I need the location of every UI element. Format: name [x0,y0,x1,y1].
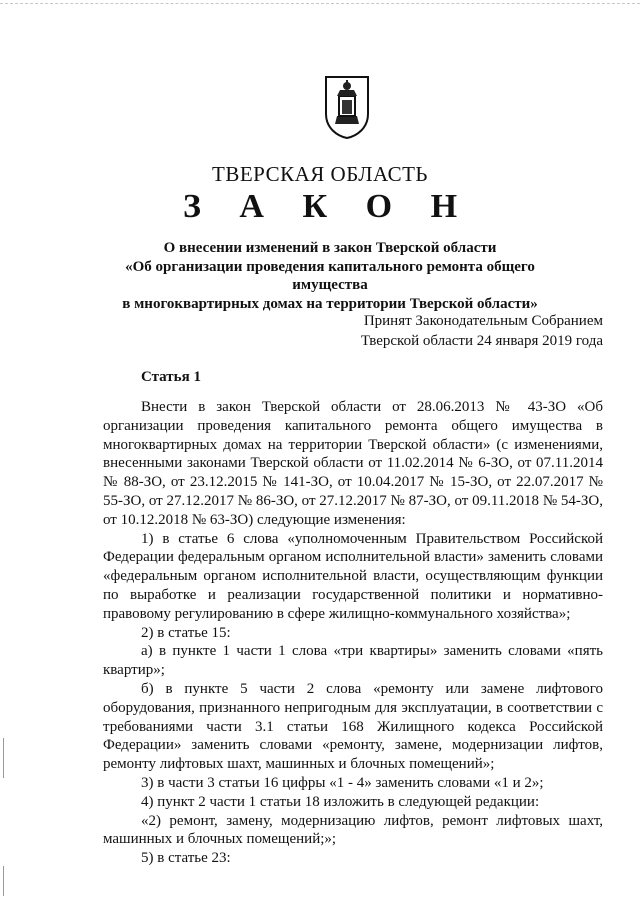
scan-margin-mark [3,738,4,778]
paragraph: 2) в статье 15: [141,624,231,641]
paragraph: 3) в части 3 статьи 16 цифры «1 - 4» заменить словами «1 и 2»; [141,774,544,791]
law-title [90,239,570,313]
paragraph: 1) в статье 6 слова «уполномоченным Правительством Российской Федерации федеральным органом исполнительной власти» заменить словами «федеральным органом исполнительной власти, осуществляющим функции по выработке и реализации государственной политики и нормативно-правовому регулированию в сфере жилищно-коммунального хозяйства»; [103,530,603,622]
paragraph: «2) ремонт, замену, модернизацию лифтов, ремонт лифтовых шахт, машинных и блочных помещений;»; [103,812,603,848]
scan-margin-mark [3,866,4,896]
law-title-line: «Об организации проведения капитального ремонта общего имущества [125,258,535,293]
adoption-note-line: Тверской области 24 января 2019 года [360,333,603,349]
article-heading: Статья 1 [141,369,201,385]
paragraph: 4) пункт 2 части 1 статьи 18 изложить в следующей редакции: [141,793,540,810]
adoption-note-line: Принят Законодательным Собранием [363,313,603,329]
document-type-heading: З А К О Н [182,188,473,225]
paragraph: б) в пункте 5 части 2 слова «ремонту или замене лифтового оборудования, признанного непригодным для эксплуатации, в соответствии с требованиями части 3.1 статьи 168 Жилищного кодекса Российской Федерации» заменить словами «ремонту, замене, модернизации лифтов, ремонту лифтовых шахт, машинных и блочных помещений»; [103,680,603,773]
law-title-line: О внесении изменений в закон Тверской области [163,240,497,256]
region-name: ТВЕРСКАЯ ОБЛАСТЬ [212,162,428,186]
adoption-note [361,311,603,351]
scan-top-border [0,3,640,4]
law-title-line: в многоквартирных домах на территории Тверской области» [122,295,538,312]
paragraph: Внести в закон Тверской области от 28.06.2013 № 43-ЗО «Об организации проведения капитального ремонта общего имущества в многоквартирных домах на территории Тверской области» (с изменениями, внесенными законами Тверской области от 11.02.2014 № 6-ЗО, от 07.11.2014 № 88-ЗО, от 23.12.2015 № 141-ЗО, от 10.04.2017 № 15-ЗО, от 22.07.2017 № 55-ЗО, от 27.12.2017 № 86-ЗО, от 27.12.2017 № 87-ЗО, от 09.11.2018 № 54-ЗО, от 10.12.2018 № 63-ЗО) следующие изменения: [103,399,603,528]
article-body [103,398,603,868]
paragraph: а) в пункте 1 части 1 слова «три квартиры» заменить словами «пять квартир»; [103,643,603,679]
paragraph: 5) в статье 23: [141,850,231,867]
tver-coat-of-arms-emblem [323,74,371,140]
